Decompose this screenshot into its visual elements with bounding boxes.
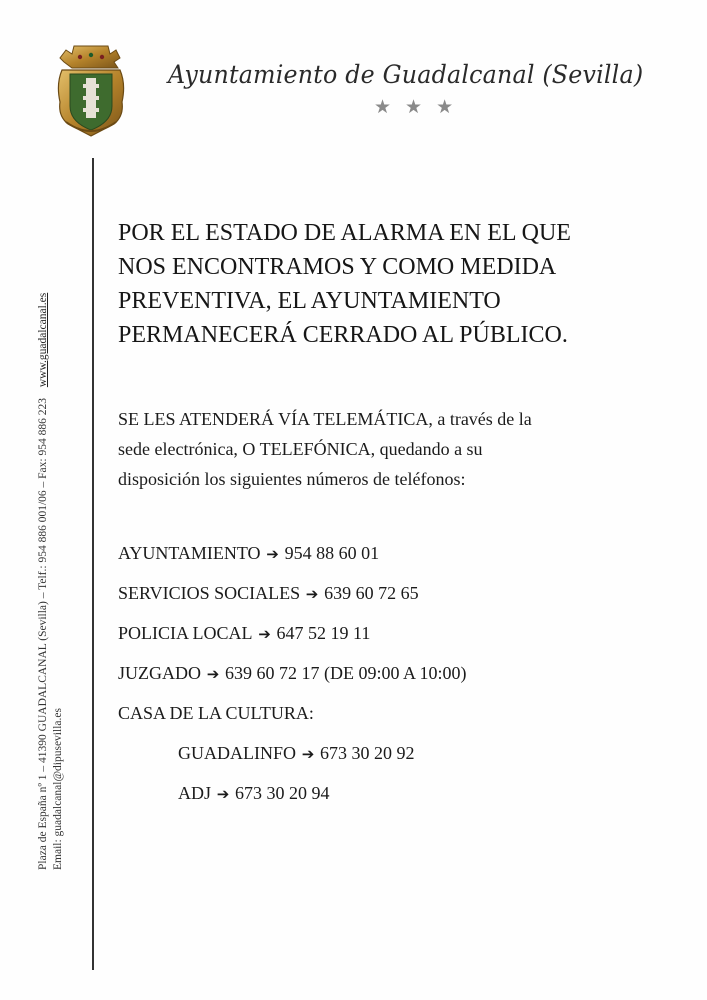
service-info — [118, 404, 658, 494]
phone-label: ADJ — [178, 783, 212, 803]
phone-number: 639 60 72 65 — [324, 583, 419, 603]
arrow-right-icon: ➔ — [258, 625, 271, 643]
phone-number: 673 30 20 94 — [235, 783, 330, 803]
star-icon: ★ — [374, 97, 406, 118]
municipality-title: Ayuntamiento de Guadalcanal (Sevilla) — [168, 60, 644, 89]
notice-line: PERMANECERÁ CERRADO AL PÚBLICO. — [118, 322, 568, 348]
phone-entry-juzgado — [118, 658, 678, 698]
address-line — [36, 293, 51, 870]
arrow-right-icon: ➔ — [301, 745, 315, 763]
phone-list — [118, 538, 678, 818]
phone-number: 647 52 19 11 — [276, 623, 371, 643]
phone-entry-servicios-sociales — [118, 578, 678, 618]
decorative-stars — [374, 96, 467, 119]
star-icon: ★ — [436, 97, 468, 118]
phone-entry-adj — [118, 778, 678, 818]
phone-entry-policia-local — [118, 618, 678, 658]
arrow-right-icon: ➔ — [305, 585, 319, 603]
phone-label: SERVICIOS SOCIALES — [118, 583, 301, 603]
arrow-right-icon: ➔ — [266, 545, 279, 563]
intro-line: SE LES ATENDERÁ VÍA TELEMÁTICA, a través de la — [118, 409, 532, 429]
intro-line: disposición los siguientes números de teléfonos: — [118, 469, 466, 489]
sidebar-contact — [36, 293, 66, 870]
notice-line: PREVENTIVA, EL AYUNTAMIENTO — [118, 288, 501, 314]
phone-number: 673 30 20 92 — [320, 743, 415, 763]
star-icon: ★ — [405, 97, 437, 118]
notice-line: POR EL ESTADO DE ALARMA EN EL QUE — [118, 220, 571, 246]
phone-label: JUZGADO — [118, 663, 201, 683]
closure-notice — [118, 216, 658, 352]
coat-of-arms-logo — [54, 44, 128, 140]
phone-label: AYUNTAMIENTO — [118, 543, 261, 563]
intro-line: sede electrónica, O TELEFÓNICA, quedando a su — [118, 439, 483, 459]
cultura-heading: CASA DE LA CULTURA: — [118, 703, 314, 723]
phone-entry-guadalinfo — [118, 738, 678, 778]
vertical-divider — [92, 158, 94, 970]
phone-entry-ayuntamiento — [118, 538, 678, 578]
phone-number: 954 88 60 01 — [284, 543, 380, 563]
phone-label: POLICIA LOCAL — [118, 623, 253, 643]
arrow-right-icon: ➔ — [206, 665, 220, 683]
phone-label: GUADALINFO — [178, 743, 296, 763]
arrow-right-icon: ➔ — [216, 785, 230, 803]
email-line: Email: guadalcanal@dipusevilla.es — [52, 708, 64, 870]
website-link[interactable]: www.guadalcanal.es — [37, 292, 49, 388]
phone-number: 639 60 72 17 (DE 09:00 A 10:00) — [225, 663, 467, 683]
notice-line: NOS ENCONTRAMOS Y COMO MEDIDA — [118, 254, 557, 280]
address-text: Plaza de España nº 1 – 41390 GUADALCANAL (Sevilla) – Telf.: 954 886 001/06 – Fax: 954 886 223 — [37, 398, 49, 870]
